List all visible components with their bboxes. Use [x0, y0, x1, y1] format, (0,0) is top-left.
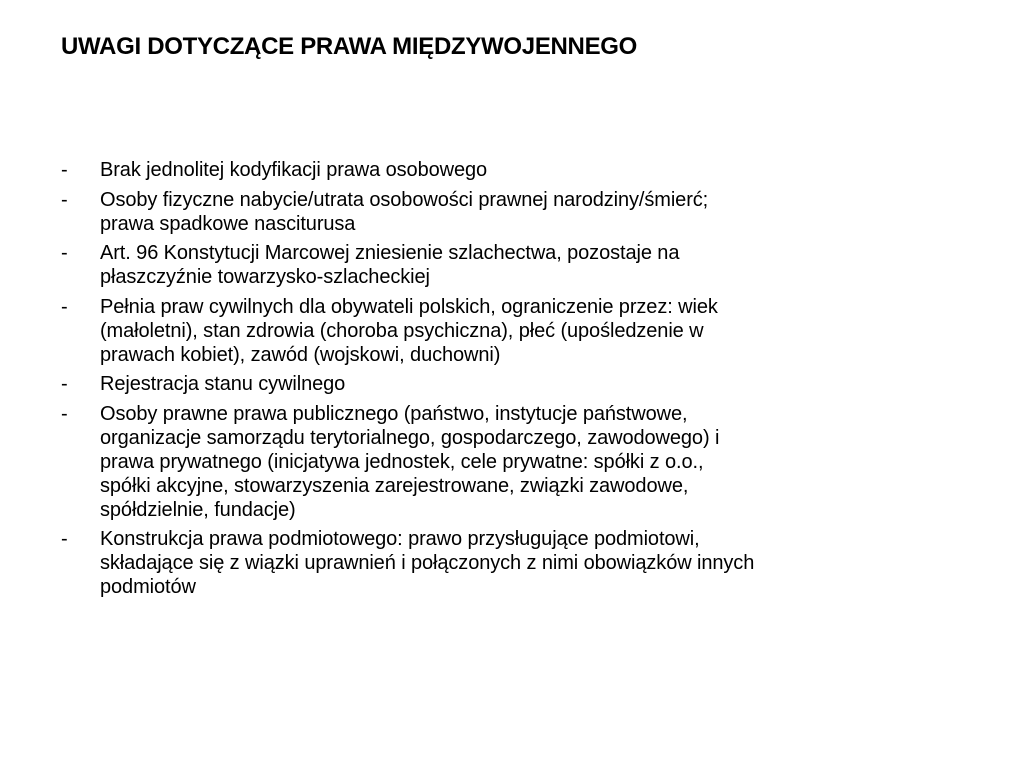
text-line: płaszczyźnie towarzysko-szlacheckiej [100, 266, 430, 288]
text-line: Osoby prawne prawa publicznego (państwo, instytucje państwowe, [100, 402, 688, 425]
text-line: Osoby fizyczne nabycie/utrata osobowości prawnej narodziny/śmierć; [100, 188, 709, 211]
bullet-dash: - [61, 159, 68, 181]
text-line: Pełnia praw cywilnych dla obywateli polskich, ograniczenie przez: wiek [100, 295, 718, 318]
list-item [61, 402, 961, 522]
text-line: podmiotów [100, 576, 196, 598]
text-line: prawach kobiet), zawód (wojskowi, duchowni) [100, 343, 501, 366]
list-item [61, 158, 961, 182]
list-item [61, 188, 961, 236]
list-item-text [100, 158, 961, 182]
slide-title: UWAGI DOTYCZĄCE PRAWA MIĘDZYWOJENNEGO [61, 33, 638, 60]
bullet-dash: - [61, 528, 68, 550]
list-item-text [100, 372, 961, 396]
text-line: prawa prywatnego (inicjatywa jednostek, cele prywatne: spółki z o.o., [100, 450, 704, 473]
bullet-dash: - [61, 242, 68, 264]
list-item [61, 372, 961, 396]
text-line: spółki akcyjne, stowarzyszenia zarejestrowane, związki zawodowe, [100, 474, 689, 497]
bullet-dash: - [61, 188, 68, 211]
bullet-dash: - [61, 402, 68, 425]
list-item-text [100, 402, 961, 522]
text-line: Konstrukcja prawa podmiotowego: prawo przysługujące podmiotowi, [100, 528, 700, 550]
text-line: Art. 96 Konstytucji Marcowej zniesienie szlachectwa, pozostaje na [100, 242, 680, 264]
list-item-text [100, 188, 961, 236]
text-line: spółdzielnie, fundacje) [100, 498, 296, 521]
text-line: (małoletni), stan zdrowia (choroba psychiczna), płeć (upośledzenie w [100, 319, 704, 342]
list-item-text [100, 241, 961, 289]
list-item-text [100, 295, 961, 367]
text-line: prawa spadkowe nasciturusa [100, 212, 356, 235]
list-item [61, 241, 961, 289]
bullet-list [61, 158, 961, 605]
text-line: składające się z wiązki uprawnień i połączonych z nimi obowiązków innych [100, 552, 755, 574]
bullet-dash: - [61, 373, 68, 395]
list-item-text [100, 527, 961, 599]
text-line: organizacje samorządu terytorialnego, gospodarczego, zawodowego) i [100, 426, 720, 449]
text-line: Brak jednolitej kodyfikacji prawa osobowego [100, 159, 488, 181]
text-line: Rejestracja stanu cywilnego [100, 373, 346, 395]
bullet-dash: - [61, 295, 68, 318]
list-item [61, 295, 961, 367]
list-item [61, 527, 961, 599]
